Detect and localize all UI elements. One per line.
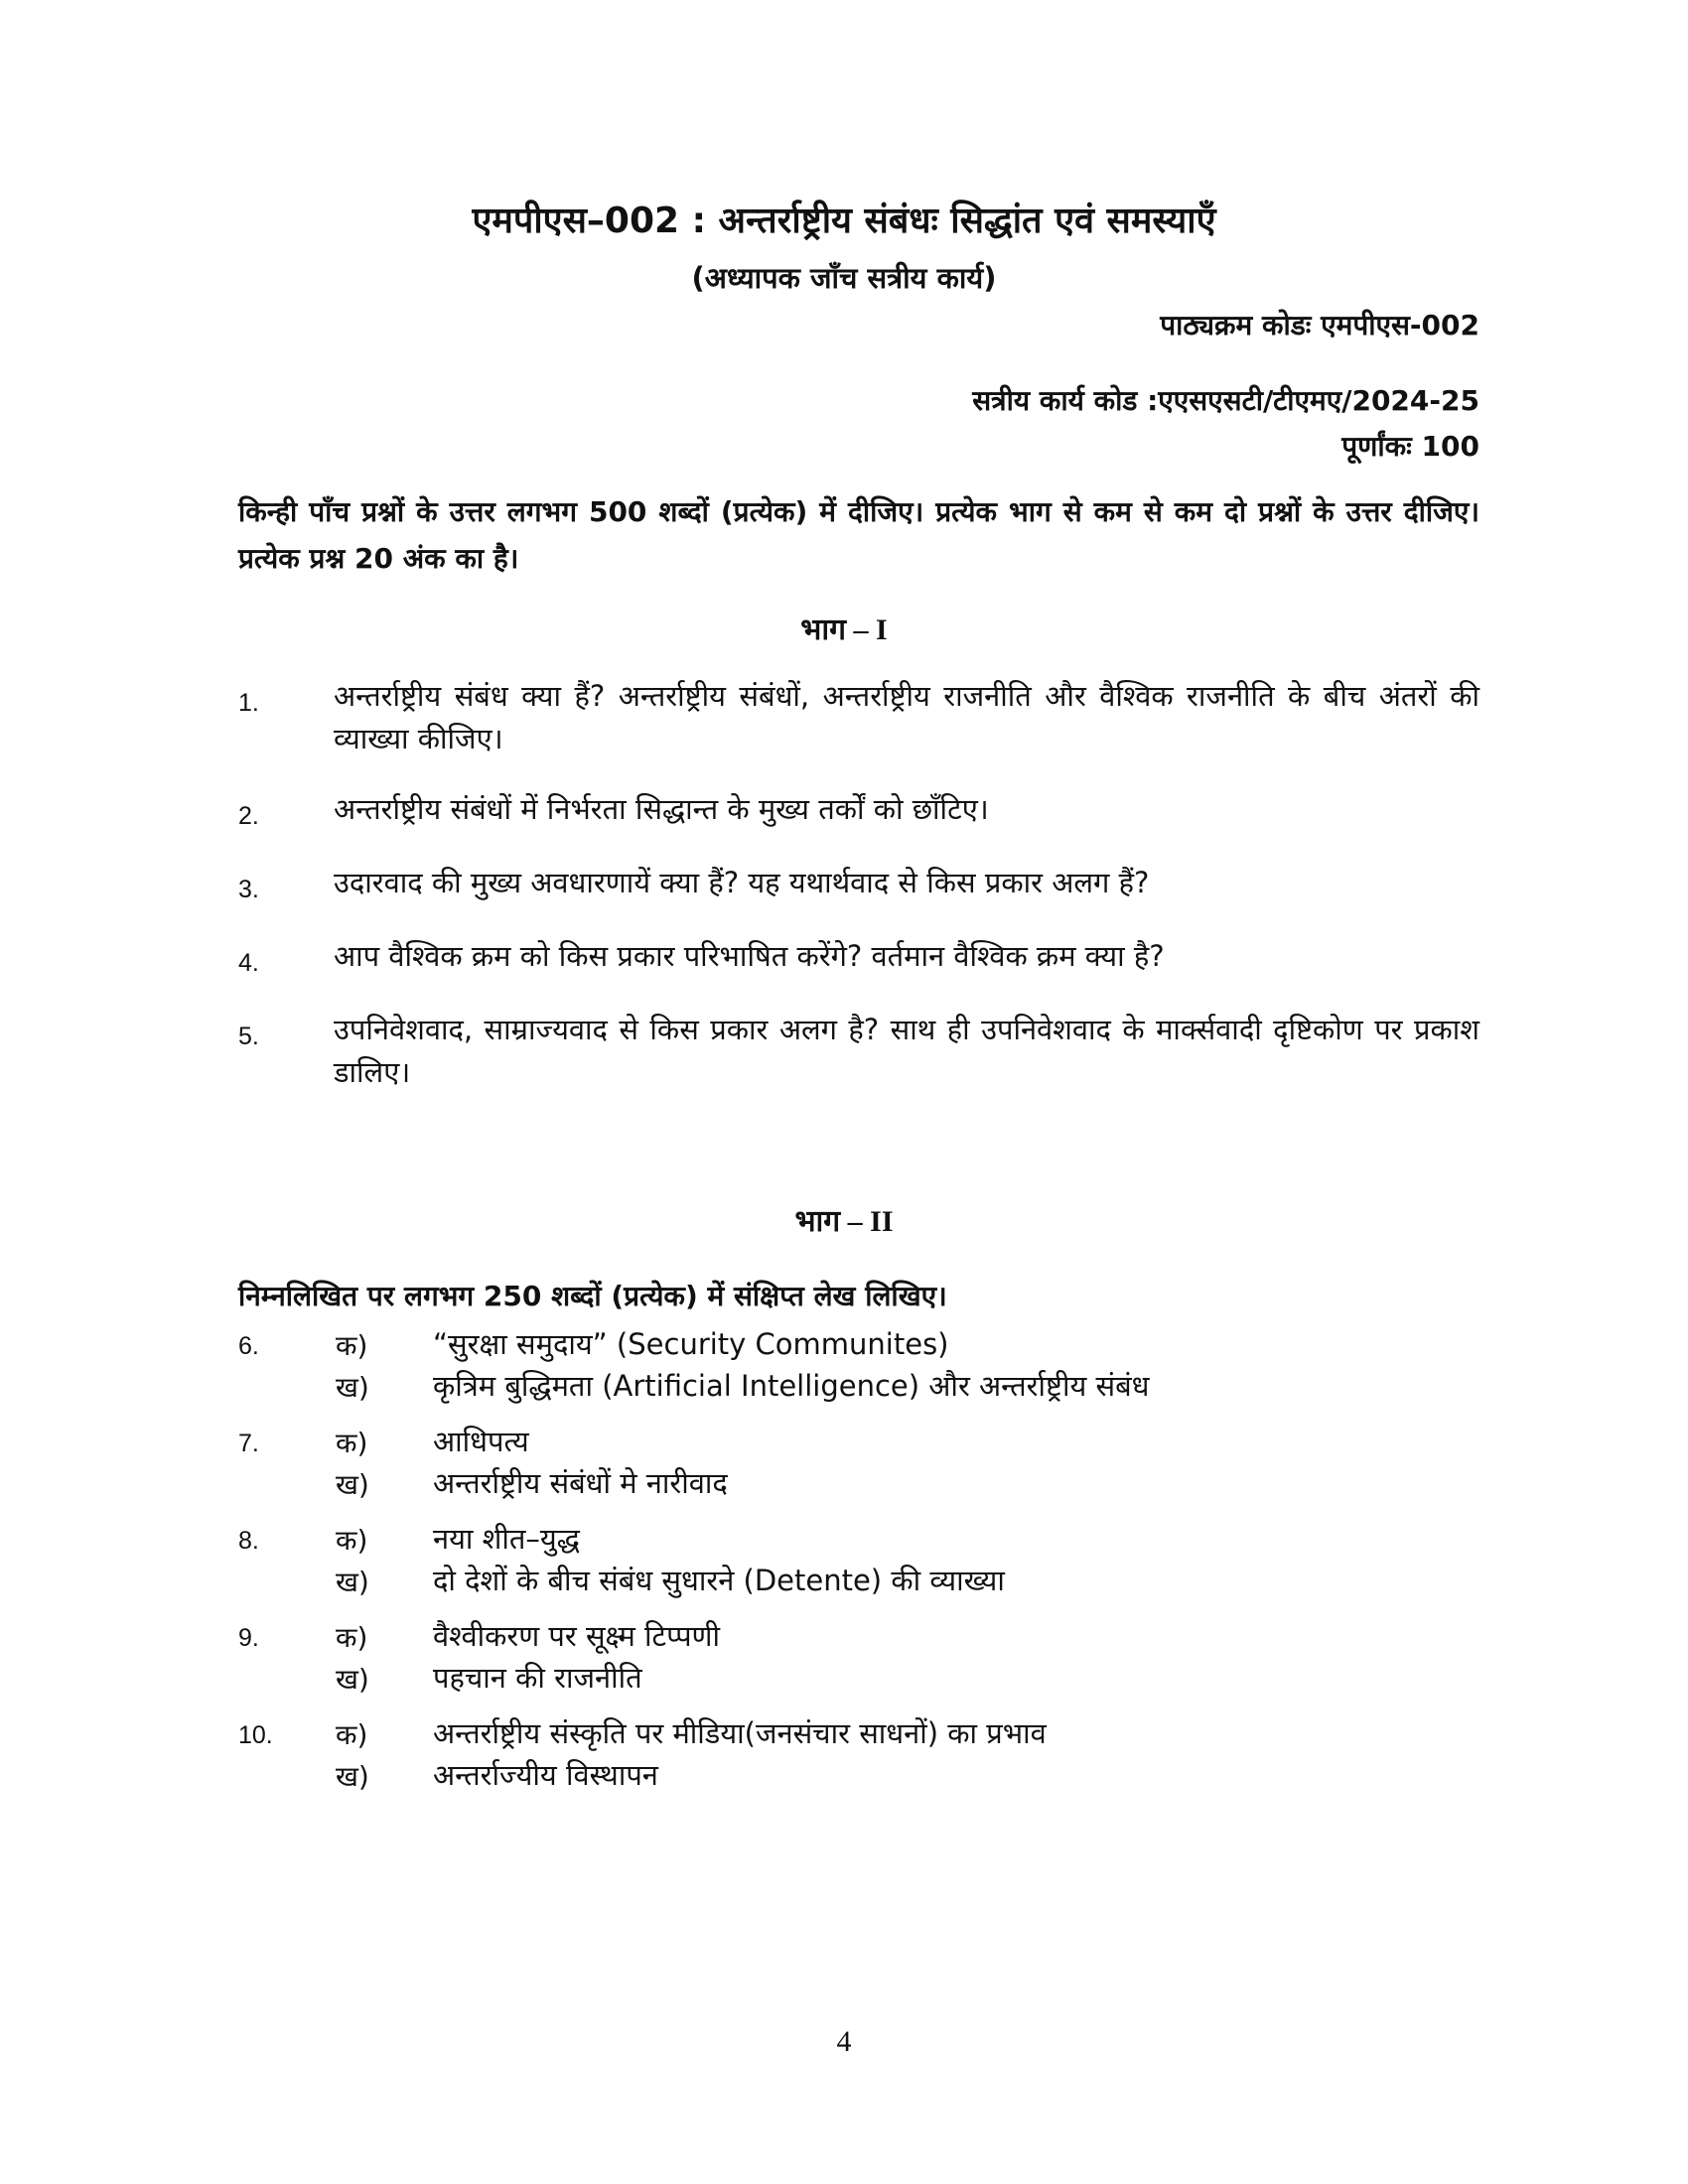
document-subtitle: (अध्यापक जाँच सत्रीय कार्य): [691, 261, 997, 295]
sub-question-label: ख): [336, 1468, 369, 1501]
sub-question-text: “सुरक्षा समुदाय” (Security Communites): [433, 1327, 949, 1361]
question-number: 10.: [238, 1721, 273, 1749]
sub-question-label: क): [336, 1524, 368, 1557]
sub-question-label: ख): [336, 1663, 369, 1696]
question-number: 8.: [238, 1527, 259, 1555]
max-marks: पूर्णांकः 100: [1341, 430, 1479, 463]
page-number: 4: [836, 2025, 852, 2058]
part1-heading: भाग – I: [800, 614, 888, 646]
sub-question-text: कृत्रिम बुद्धिमता (Artificial Intelligence) और अन्तर्राष्ट्रीय संबंध: [433, 1369, 1150, 1403]
sub-question-label: क): [336, 1621, 368, 1654]
question-number: 7.: [238, 1430, 259, 1457]
question-text: उपनिवेशवाद, साम्राज्यवाद से किस प्रकार अलग है? साथ ही उपनिवेशवाद के मार्क्सवादी दृष्टिकोण पर प्रकाश डालिए।: [334, 1013, 1479, 1089]
sub-question-text: अन्तर्राष्ट्रीय संबंधों मे नारीवाद: [433, 1466, 728, 1500]
question-number: 9.: [238, 1624, 259, 1652]
sub-question-text: दो देशों के बीच संबंध सुधारने (Detente) की व्याख्या: [433, 1564, 1005, 1597]
question-text: अन्तर्राष्ट्रीय संबंध क्या हैं? अन्तर्राष्ट्रीय संबंधों, अन्तर्राष्ट्रीय राजनीति और वैश्विक राजनीति के बीच अंतरों की व्याख्या कीजिए।: [334, 679, 1479, 755]
part2-instructions: निम्नलिखित पर लगभग 250 शब्दों (प्रत्येक) में संक्षिप्त लेख लिखिए।: [238, 1280, 947, 1312]
question-text: उदारवाद की मुख्य अवधारणायें क्या हैं? यह यथार्थवाद से किस प्रकार अलग हैं?: [334, 866, 1150, 899]
general-instructions: किन्ही पाँच प्रश्नों के उत्तर लगभग 500 शब्दों (प्रत्येक) में दीजिए। प्रत्येक भाग से कम से कम दो प्रश्नों के उत्तर दीजिए। प्रत्येक प्रश्न 20 अंक का है।: [238, 495, 1479, 575]
sub-question-label: क): [336, 1329, 368, 1362]
sub-question-label: ख): [336, 1371, 369, 1404]
question-number: 1.: [238, 689, 259, 717]
question-number: 4.: [238, 949, 259, 977]
sub-question-text: पहचान की राजनीति: [433, 1661, 642, 1695]
sub-question-label: क): [336, 1427, 368, 1459]
sub-question-text: नया शीत–युद्ध: [433, 1522, 580, 1556]
question-number: 6.: [238, 1332, 259, 1360]
sub-question-label: ख): [336, 1566, 369, 1598]
document-title: एमपीएस–002 : अन्तर्राष्ट्रीय संबंधः सिद्धांत एवं समस्याएँ: [472, 201, 1216, 241]
sub-question-text: अन्तर्राज्यीय विस्थापन: [433, 1758, 658, 1792]
question-number: 5.: [238, 1023, 259, 1050]
question-number: 3.: [238, 876, 259, 903]
question-text: आप वैश्विक क्रम को किस प्रकार परिभाषित करेंगे? वर्तमान वैश्विक क्रम क्या है?: [334, 939, 1165, 973]
sub-question-text: अन्तर्राष्ट्रीय संस्कृति पर मीडिया(जनसंचार साधनों) का प्रभाव: [433, 1716, 1047, 1750]
course-code: पाठ्यक्रम कोडः एमपीएस-002: [1160, 309, 1479, 341]
sub-question-text: आधिपत्य: [433, 1425, 529, 1458]
part2-heading: भाग – II: [794, 1205, 894, 1238]
question-number: 2.: [238, 802, 259, 830]
question-text: अन्तर्राष्ट्रीय संबंधों में निर्भरता सिद्धान्त के मुख्य तर्कों को छाँटिए।: [334, 792, 989, 826]
sub-question-text: वैश्वीकरण पर सूक्ष्म टिप्पणी: [433, 1619, 721, 1653]
sub-question-label: क): [336, 1718, 368, 1751]
assignment-code: सत्रीय कार्य कोड :एएसएसटी/टीएमए/2024-25: [972, 384, 1479, 417]
sub-question-label: ख): [336, 1760, 369, 1793]
